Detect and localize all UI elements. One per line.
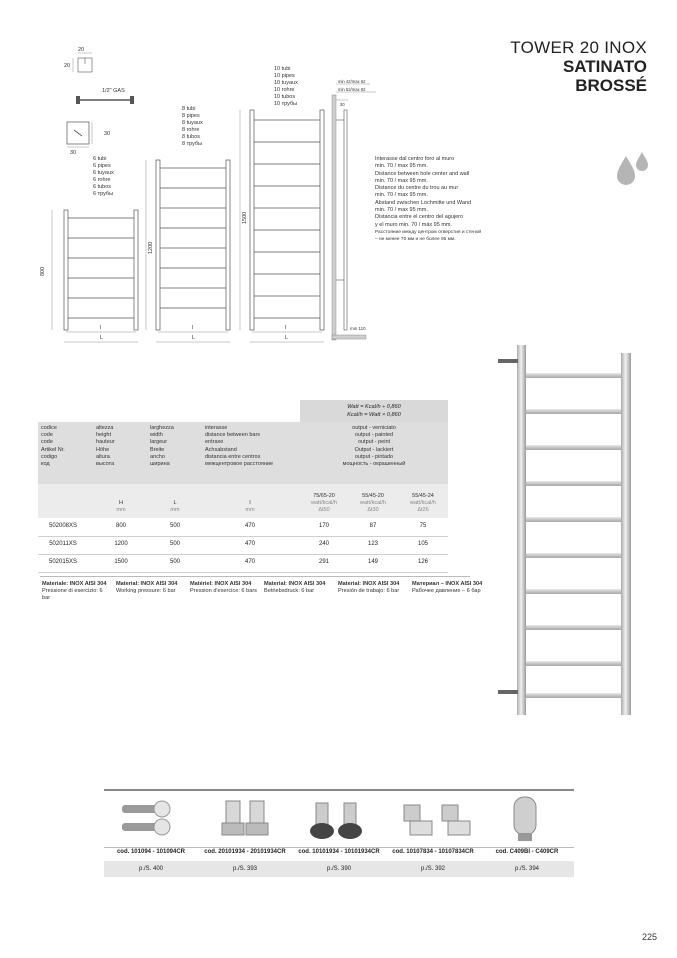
material-it	[42, 581, 112, 602]
col-width-header	[150, 425, 174, 468]
radiator-1500-drawing	[250, 110, 324, 330]
tubes-8-line: 8 tubos	[182, 134, 201, 140]
unit-h	[96, 500, 146, 514]
cell-o2: 87	[369, 523, 377, 529]
hdr-line: Breite	[150, 446, 165, 453]
temp-col-3	[398, 493, 448, 514]
dim-30: 30	[340, 102, 345, 107]
label-l-800: L	[100, 335, 104, 341]
cell-o2: 123	[367, 541, 378, 547]
unit-mm: mm	[116, 507, 126, 513]
accessory-page-ref[interactable]: p./S. 400	[138, 866, 164, 872]
hdr-line: entraxe	[205, 439, 224, 446]
tubes-8-line: 8 tubi	[182, 106, 196, 112]
bracket-dim-b: 30	[70, 150, 77, 156]
bracket-dim-a: 30	[104, 131, 111, 137]
dim-min110: min 110	[350, 326, 366, 331]
cell-i: 470	[244, 541, 255, 547]
cell-o3: 105	[417, 541, 428, 547]
hdr-line: codice	[41, 425, 57, 431]
material-body: Pression d'exercice: 6 bars	[190, 588, 257, 594]
material-head: Material: INOX AISI 304	[264, 581, 326, 587]
label-l-1200: L	[192, 335, 196, 341]
hdr-line: distancia entre centros	[205, 453, 261, 460]
cell-l: 500	[169, 541, 180, 547]
cell-h: 1500	[114, 559, 128, 565]
unit-mm: mm	[170, 507, 180, 513]
material-head: Material: INOX AISI 304	[338, 581, 400, 587]
pipe-section-detail	[73, 53, 92, 72]
accessory-page-ref[interactable]: p./S. 392	[420, 866, 446, 872]
tubes-10-line: 10 tubi	[274, 66, 291, 72]
hdr-line: высота	[96, 461, 115, 468]
temp-value: 55/45-24	[412, 493, 434, 499]
col-code-header	[41, 425, 65, 468]
note-line: Interasse dal centro foro al muro	[375, 156, 455, 162]
note-line: min. 70 / max 95 mm.	[375, 177, 428, 184]
water-drops-icon	[614, 150, 652, 186]
side-view-drawing	[332, 84, 376, 340]
cell-o3: 75	[419, 523, 427, 529]
watt-line-2: Kcal/h = Watt × 0,860	[347, 412, 401, 418]
gas-label: 1/2" GAS	[102, 88, 125, 94]
material-body: Betriebsdruck: 6 bar	[264, 588, 315, 594]
note-line: Distance between hole center and wall	[375, 170, 470, 177]
page-number: 225	[641, 932, 657, 942]
bracket-detail	[67, 122, 92, 147]
note-line: min. 70 / max 95 mm.	[375, 192, 428, 199]
accessory-divider	[104, 847, 574, 848]
accessory-code: cod. C409BI - C409CR	[495, 849, 559, 855]
title-line-2: SATINATO	[562, 57, 647, 76]
hdr-line: код	[41, 461, 50, 468]
unit-mm: mm	[245, 507, 255, 513]
hdr-line: Artikel Nr.	[41, 446, 65, 453]
unit-h-letter: H	[119, 500, 123, 506]
hdr-line: ancho	[150, 453, 165, 460]
gas-connector-detail	[76, 96, 134, 104]
note-line: min. 70 / max 95 mm.	[375, 163, 428, 170]
radiator-1200-drawing	[156, 160, 230, 330]
title-line-3: BROSSÉ	[575, 76, 647, 95]
note-line-ru: – не менее 70 мм и не более 95 мм.	[375, 237, 456, 243]
temp-unit: watt/kcal/h	[311, 500, 337, 506]
accessory-image-4	[404, 805, 470, 835]
tubes-10-line: 10 tuyaux	[274, 80, 298, 86]
tubes-6-line: 6 tubos	[93, 184, 112, 190]
material-de	[264, 581, 334, 595]
hdr-line: ширина	[150, 461, 170, 468]
hdr-line: code	[41, 432, 53, 439]
tubes-10-label	[274, 66, 298, 108]
cell-h: 800	[115, 523, 126, 529]
temp-value: 75/65-20	[313, 493, 335, 499]
accessory-code: cod. 101094 - 101094CR	[116, 849, 186, 855]
cell-l: 500	[169, 523, 180, 529]
hdr-line: larghezza	[150, 425, 174, 431]
accessory-code: cod. 10101934 - 10101934CR	[298, 849, 380, 855]
material-head: Materiale: INOX AISI 304	[42, 581, 107, 587]
col-output-header	[300, 425, 448, 468]
unit-i-letter: I	[249, 500, 251, 506]
col-height-header	[96, 425, 115, 468]
radiator-product-image	[490, 335, 650, 725]
accessory-code: cod. 20101934 - 20101934CR	[204, 849, 286, 855]
height-800: 800	[40, 266, 46, 276]
accessory-image-3	[310, 803, 362, 839]
col-spacing-header	[205, 425, 273, 468]
hdr-line: output - pintado	[354, 453, 394, 460]
material-head: Matériel: INOX AISI 304	[190, 581, 252, 587]
accessory-images	[104, 793, 574, 848]
temp-value: 55/45-20	[362, 493, 384, 499]
hdr-line: height	[96, 432, 111, 439]
tubes-10-line: 10 трубы	[274, 101, 298, 107]
accessory-code: cod. 10107834 - 10107834CR	[392, 849, 474, 855]
temp-col-1	[300, 493, 348, 514]
material-head: Material: INOX AISI 304	[116, 581, 178, 587]
accessory-image-2	[222, 801, 268, 835]
dim-min52: min 52/max 82	[338, 87, 366, 92]
temp-col-2	[349, 493, 397, 514]
hdr-line: мощность - окрашенный	[342, 461, 406, 468]
technical-drawing	[30, 40, 380, 350]
material-head: Материал – INOX AISI 304	[412, 581, 483, 587]
hdr-line: code	[41, 439, 53, 446]
accessory-image-5	[514, 797, 536, 841]
watt-line-1: Watt = Kcal/h ÷ 0,860	[347, 404, 401, 410]
tubes-10-line: 10 rohre	[274, 87, 295, 93]
hdr-line: межцентровое расстояние	[205, 461, 274, 468]
hdr-line: altezza	[96, 425, 114, 431]
temp-unit: watt/kcal/h	[360, 500, 386, 506]
note-line: Abstand zwischen Lochmitte und Wand	[375, 199, 472, 206]
note-line: Distance du centre du trou au mur	[375, 185, 459, 192]
height-1200: 1200	[148, 241, 154, 254]
hdr-line: output - painted	[354, 432, 394, 439]
pipe-dim-a: 20	[78, 47, 85, 53]
hdr-line: Output - lackiert	[354, 446, 394, 453]
note-line-ru: Расстояние между центром отверстия и стеной	[375, 229, 482, 235]
cell-i: 470	[244, 559, 255, 565]
dim-min42: min 42/max 62	[338, 79, 366, 84]
hdr-line: largeur	[150, 439, 168, 446]
tubes-6-line: 6 tuyaux	[93, 170, 114, 176]
cell-o1: 170	[318, 523, 329, 529]
accessory-image-1	[122, 801, 170, 835]
hdr-line: interasse	[205, 425, 228, 431]
cell-o2: 149	[367, 559, 378, 565]
material-body: Рабочее давление – 6 бар	[412, 588, 481, 594]
material-es	[338, 581, 408, 595]
tubes-6-line: 6 трубы	[93, 191, 114, 197]
label-i-1500: I	[285, 325, 287, 331]
note-line: Distancia entre el centro del agujero	[375, 214, 464, 221]
temp-unit: watt/kcal/h	[410, 500, 436, 506]
radiator-800-drawing	[64, 210, 138, 330]
table-row	[38, 536, 448, 555]
table-row	[38, 554, 448, 573]
cell-h: 1200	[114, 541, 128, 547]
hdr-line: output - peint	[357, 439, 391, 446]
hdr-line: codigo	[41, 453, 58, 460]
tubes-8-line: 8 tuyaux	[182, 120, 203, 126]
accessory-page-ref[interactable]: p./S. 393	[232, 866, 258, 872]
accessory-page-ref[interactable]: p./S. 394	[514, 866, 540, 872]
unit-l	[150, 500, 200, 514]
material-body: Presión de trabajo: 6 bar	[338, 588, 400, 594]
label-l-1500: L	[285, 335, 289, 341]
material-body: Working pressure: 6 bar	[116, 588, 176, 594]
hdr-line: output - verniciato	[352, 425, 396, 431]
tubes-8-line: 8 трубы	[182, 141, 203, 147]
temp-delta: Δt50	[318, 507, 330, 513]
cell-o3: 126	[417, 559, 428, 565]
height-1500: 1500	[242, 211, 248, 224]
label-i-800: I	[100, 325, 102, 331]
tubes-10-line: 10 tubos	[274, 94, 296, 100]
pipe-dim-b: 20	[64, 63, 71, 69]
cell-o1: 291	[318, 559, 329, 565]
cell-code: 502011XS	[49, 541, 77, 547]
tubes-10-line: 10 pipes	[274, 73, 295, 79]
cell-o1: 240	[318, 541, 329, 547]
material-body: Pressione di esercizio: 6 bar	[42, 588, 103, 601]
hdr-line: Achsabstand	[205, 446, 237, 453]
tubes-8-line: 8 pipes	[182, 113, 200, 119]
tubes-6-label	[93, 156, 114, 198]
product-title	[510, 38, 647, 95]
note-line: y el muro min. 70 / máx 95 mm.	[375, 221, 453, 228]
installation-notes	[375, 156, 505, 244]
table-row	[38, 518, 448, 537]
hdr-line: altura	[96, 453, 110, 460]
hdr-line: Höhe	[96, 446, 110, 453]
title-line-1: TOWER 20 INOX	[510, 38, 647, 57]
cell-l: 500	[169, 559, 180, 565]
material-fr	[190, 581, 260, 595]
hdr-line: hauteur	[96, 439, 115, 446]
temp-delta: Δt26	[417, 507, 429, 513]
material-en	[116, 581, 186, 595]
material-ru	[412, 581, 492, 595]
temp-delta: Δt30	[367, 507, 379, 513]
note-line: min. 70 / max 95 mm.	[375, 207, 428, 214]
cell-i: 470	[244, 523, 255, 529]
tubes-6-line: 6 tubi	[93, 156, 107, 162]
accessory-page-ref[interactable]: p./S. 390	[326, 866, 352, 872]
unit-i	[205, 500, 295, 514]
cell-code: 502015XS	[48, 559, 78, 565]
tubes-6-line: 6 rohre	[93, 177, 111, 183]
hdr-line: distance between bars	[205, 432, 261, 439]
label-i-1200: I	[192, 325, 194, 331]
materials-row	[40, 576, 483, 627]
tubes-6-line: 6 pipes	[93, 163, 111, 169]
tubes-8-label	[182, 106, 203, 148]
unit-l-letter: L	[173, 500, 177, 506]
hdr-line: width	[150, 432, 163, 439]
accessories-strip	[104, 789, 574, 877]
tubes-8-line: 8 rohre	[182, 127, 200, 133]
cell-code: 502008XS	[48, 523, 78, 529]
